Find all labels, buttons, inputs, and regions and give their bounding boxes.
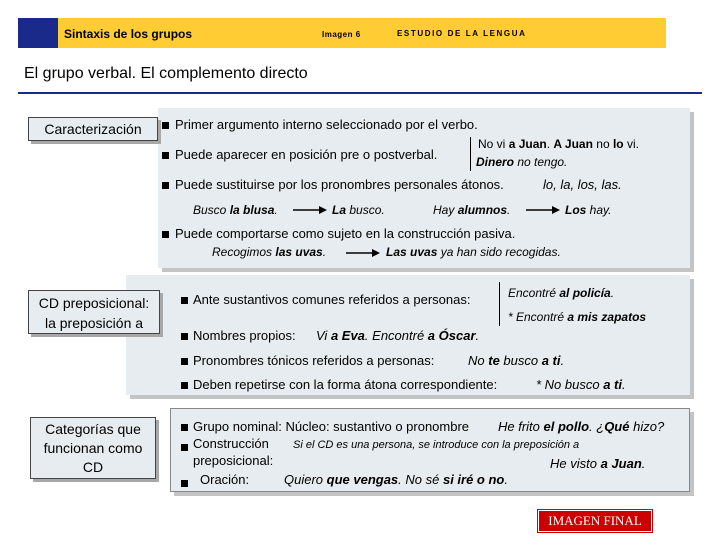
cat-example-1: He frito el pollo. ¿Qué hizo? [498, 419, 665, 434]
caract-example-3a: Busco la blusa. [193, 203, 278, 217]
bullet-icon [181, 424, 188, 431]
caract-bullet-2: Puede aparecer en posición pre o postverbal. [175, 147, 438, 162]
caract-example-1: No vi a Juan. A Juan no lo vi. [478, 137, 639, 151]
caract-example-3b: La busco. [332, 203, 385, 217]
bullet-icon [162, 182, 169, 189]
categorias-label-line2: funcionan como [43, 440, 143, 456]
prep-bullet-2: Nombres propios: [193, 328, 296, 343]
prep-example-4: * No busco a ti. [536, 377, 626, 392]
header-image-label: Imagen 6 [322, 30, 361, 39]
prep-example-1b: * Encontré a mis zapatos [508, 310, 647, 324]
caracterizacion-label-box [28, 117, 158, 141]
categorias-label-box [30, 417, 156, 479]
caract-example-4b: Las uvas ya han sido recogidas. [386, 245, 561, 259]
categorias-label-line1: Categorías que [45, 421, 141, 437]
final-image-button[interactable]: IMAGEN FINAL [538, 510, 652, 532]
caracterizacion-label: Caracterización [44, 121, 142, 137]
bullet-icon [162, 122, 169, 129]
title-divider [18, 92, 702, 94]
cat-bullet-2-line2: preposicional: [193, 453, 274, 468]
prep-example-1a: Encontré al policía. [508, 286, 615, 300]
arrow-right-icon [526, 205, 560, 215]
cat-bullet-2-note: Si el CD es una persona, se introduce con la preposición a [293, 439, 580, 451]
prep-bullet-3: Pronombres tónicos referidos a personas: [193, 353, 435, 368]
cat-bullet-3: Oración: [200, 472, 250, 487]
page-title: El grupo verbal. El complemento directo [24, 65, 308, 82]
arrow-right-icon [346, 248, 380, 258]
preposicional-label-box [28, 290, 160, 334]
bullet-icon [181, 382, 188, 389]
header-accent [18, 18, 58, 48]
header-title: Sintaxis de los grupos [64, 27, 193, 41]
bullet-icon [181, 480, 188, 487]
example-divider [499, 282, 500, 326]
caract-example-4a: Recogimos las uvas. [212, 245, 327, 259]
bullet-icon [162, 152, 169, 159]
caract-pronouns: lo, la, los, las. [543, 177, 622, 192]
cat-bullet-1: Grupo nominal: Núcleo: sustantivo o pronombre [193, 419, 470, 434]
prep-bullet-4: Deben repetirse con la forma átona correspondiente: [193, 377, 498, 392]
bullet-icon [181, 358, 188, 365]
caract-example-3d: Los hay. [565, 203, 612, 217]
cat-example-3: Quiero que vengas. No sé si iré o no. [284, 472, 508, 487]
example-divider [470, 137, 471, 171]
caract-example-2: Dinero no tengo. [476, 155, 568, 169]
prep-example-3: No te busco a ti. [468, 353, 565, 368]
bullet-icon [181, 333, 188, 340]
bullet-icon [181, 444, 188, 451]
cat-example-2: He visto a Juan. [550, 456, 646, 471]
caract-bullet-4: Puede comportarse como sujeto en la construcción pasiva. [175, 226, 516, 241]
bullet-icon [181, 297, 188, 304]
preposicional-label-line1: CD preposicional: [38, 295, 150, 311]
bullet-icon [162, 231, 169, 238]
caract-example-3c: Hay alumnos. [433, 203, 511, 217]
cat-bullet-2-line1: Construcción [193, 436, 269, 451]
caract-bullet-1: Primer argumento interno seleccionado por el verbo. [175, 117, 478, 132]
prep-bullet-1: Ante sustantivos comunes referidos a personas: [193, 292, 471, 307]
categorias-label-line3: CD [82, 459, 104, 475]
header-section: ESTUDIO DE LA LENGUA [397, 29, 527, 38]
caract-bullet-3: Puede sustituirse por los pronombres personales átonos. [175, 177, 504, 192]
preposicional-label-line2: la preposición a [44, 315, 144, 331]
prep-example-2: Vi a Eva. Encontré a Óscar. [316, 328, 480, 343]
arrow-right-icon [293, 205, 327, 215]
